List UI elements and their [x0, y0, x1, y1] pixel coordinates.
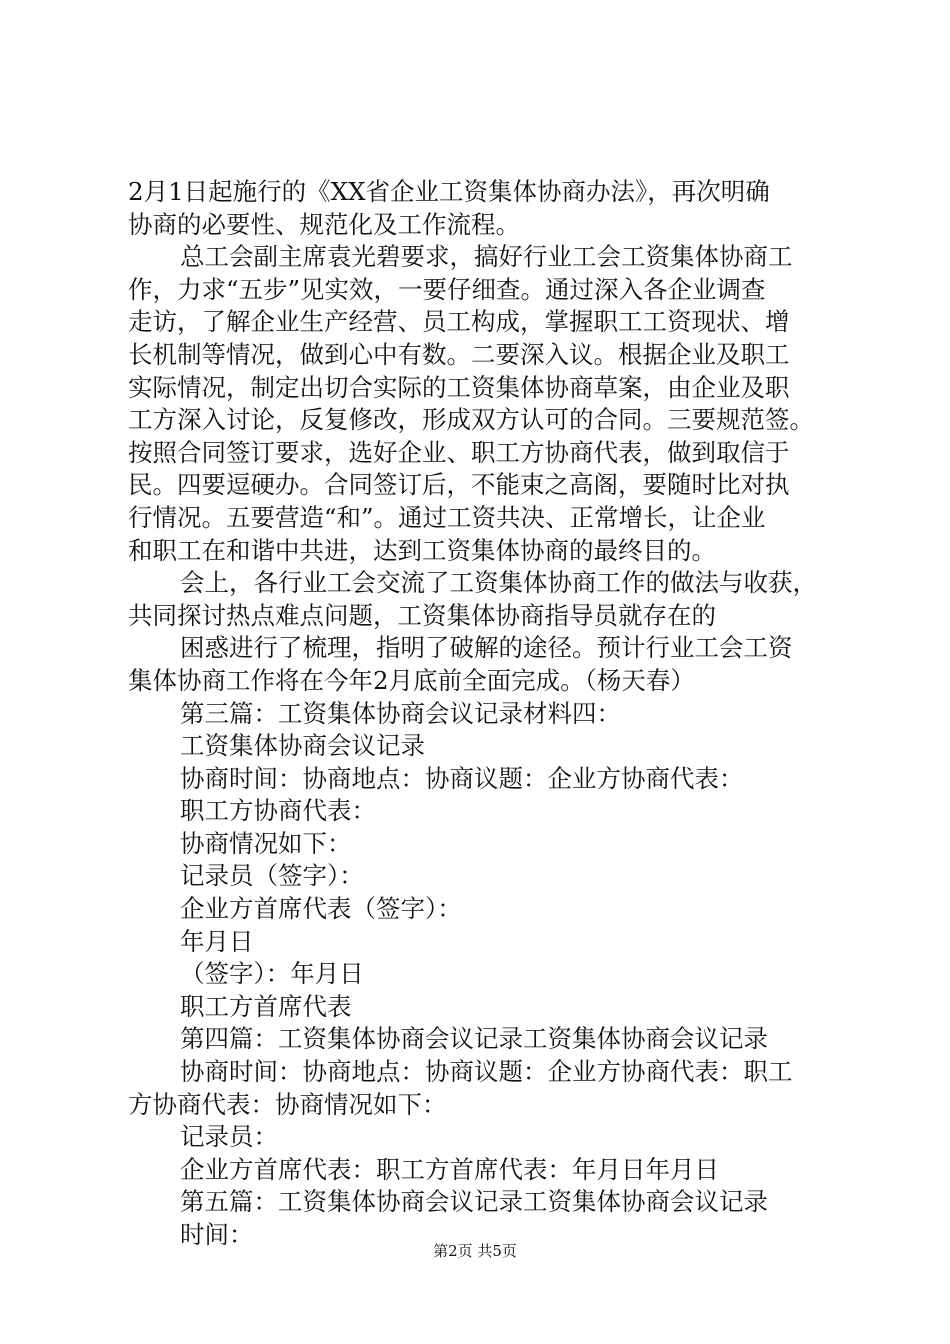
text-line: 第四篇：工资集体协商会议记录工资集体协商会议记录 [180, 1024, 768, 1054]
text-line: 记录员： [180, 1122, 278, 1152]
text-line: 民。四要逗硬办。合同签订后，不能束之高阁，要随时比对执 [128, 470, 790, 500]
text-line: 企业方首席代表（签字）： [180, 894, 462, 924]
text-line: 协商时间：协商地点：协商议题：企业方协商代表：职工 [180, 1057, 793, 1087]
text-line: 实际情况，制定出切合实际的工资集体协商草案，由企业及职 [128, 372, 790, 402]
text-line: 协商情况如下： [180, 828, 352, 858]
text-line: 工资集体协商会议记录 [180, 731, 425, 761]
text-line: 时间： [180, 1220, 254, 1249]
text-line: 长机制等情况，做到心中有数。二要深入议。根据企业及职工 [128, 339, 790, 369]
text-line: 第五篇：工资集体协商会议记录工资集体协商会议记录 [180, 1187, 768, 1217]
text-line: 职工方首席代表 [180, 991, 352, 1021]
text-line: 走访，了解企业生产经营、员工构成，掌握职工工资现状、增 [128, 307, 790, 337]
text-line: 企业方首席代表：职工方首席代表：年月日年月日 [180, 1154, 719, 1184]
text-line: （签字）：年月日 [180, 959, 364, 989]
text-line: 总工会副主席袁光碧要求，搞好行业工会工资集体协商工 [180, 242, 793, 272]
text-line: 2月1日起施行的《XX省企业工资集体协商办法》，再次明确 [128, 177, 770, 206]
text-line: 困惑进行了梳理，指明了破解的途径。预计行业工会工资 [180, 633, 793, 663]
text-line: 行情况。五要营造“和”。通过工资共决、正常增长，让企业 [128, 502, 766, 532]
text-line: 集体协商工作将在今年2月底前全面完成。（杨天春） [128, 665, 695, 695]
text-line: 会上，各行业工会交流了工资集体协商工作的做法与收获， [180, 568, 817, 598]
text-line: 方协商代表：协商情况如下： [128, 1089, 447, 1119]
page-footer: 第2页 共5页 [433, 1242, 517, 1260]
text-line: 按照合同签订要求，选好企业、职工方协商代表，做到取信于 [128, 437, 790, 467]
text-line: 协商时间：协商地点：协商议题：企业方协商代表： [180, 763, 744, 793]
text-line: 协商的必要性、规范化及工作流程。 [128, 209, 520, 239]
text-line: 作，力求“五步”见实效，一要仔细查。通过深入各企业调查 [128, 274, 766, 304]
text-line: 工方深入讨论，反复修改，形成双方认可的合同。三要规范签。 [128, 405, 814, 435]
text-line: 职工方协商代表： [180, 796, 376, 826]
text-line: 共同探讨热点难点问题，工资集体协商指导员就存在的 [128, 600, 716, 630]
text-line: 第三篇：工资集体协商会议记录材料四： [180, 698, 621, 728]
document-body [128, 176, 833, 1252]
text-line: 和职工在和谐中共进，达到工资集体协商的最终目的。 [128, 535, 716, 565]
text-line: 年月日 [180, 926, 254, 956]
text-line: 记录员（签字）： [180, 861, 364, 891]
